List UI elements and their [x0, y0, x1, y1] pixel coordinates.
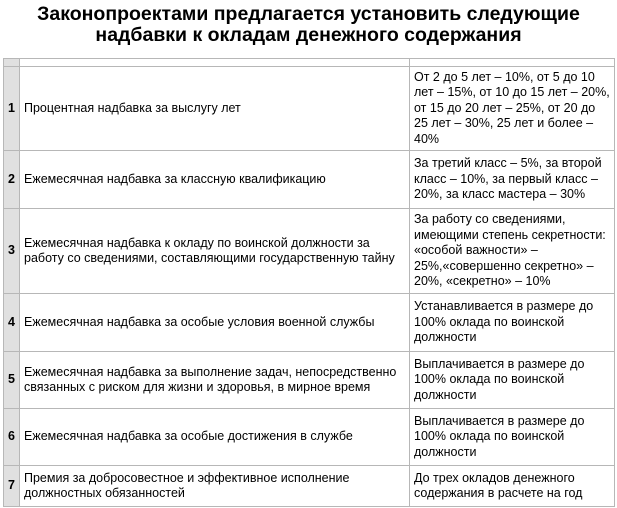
allowances-table — [3, 58, 615, 507]
allowance-name: Премия за добросовестное и эффективное исполнение должностных обязанностей — [20, 466, 410, 507]
row-number: 4 — [4, 294, 20, 352]
allowances-table-container — [3, 58, 615, 507]
allowance-name: Ежемесячная надбавка за классную квалификацию — [20, 151, 410, 209]
allowance-value: До трех окладов денежного содержания в расчете на год — [410, 466, 615, 507]
table-row — [4, 151, 615, 209]
header-cell-name — [20, 59, 410, 67]
table-row — [4, 352, 615, 409]
row-number: 7 — [4, 466, 20, 507]
table-header-row — [4, 59, 615, 67]
allowance-value: От 2 до 5 лет – 10%, от 5 до 10 лет – 15%, от 10 до 15 лет – 20%, от 15 до 20 лет – 25%, от 20 до 25 лет – 30%, 25 лет и более – 40% — [410, 67, 615, 151]
table-row — [4, 209, 615, 294]
row-number: 6 — [4, 409, 20, 466]
header-cell-number — [4, 59, 20, 67]
allowance-name: Ежемесячная надбавка за особые условия военной службы — [20, 294, 410, 352]
allowance-name: Ежемесячная надбавка к окладу по воинской должности за работу со сведениями, составляющими государственную тайну — [20, 209, 410, 294]
allowance-name: Процентная надбавка за выслугу лет — [20, 67, 410, 151]
allowance-value: За третий класс – 5%, за второй класс – 10%, за первый класс – 20%, за класс мастера – 30% — [410, 151, 615, 209]
row-number: 5 — [4, 352, 20, 409]
allowance-name: Ежемесячная надбавка за выполнение задач, непосредственно связанных с риском для жизни и здоровья, в мирное время — [20, 352, 410, 409]
table-row — [4, 67, 615, 151]
row-number: 2 — [4, 151, 20, 209]
row-number: 3 — [4, 209, 20, 294]
table-row — [4, 294, 615, 352]
table-row — [4, 409, 615, 466]
allowance-value: Выплачивается в размере до 100% оклада по воинской должности — [410, 352, 615, 409]
header-cell-value — [410, 59, 615, 67]
table-row — [4, 466, 615, 507]
allowance-value: Выплачивается в размере до 100% оклада по воинской должности — [410, 409, 615, 466]
allowance-name: Ежемесячная надбавка за особые достижения в службе — [20, 409, 410, 466]
allowance-value: За работу со сведениями, имеющими степень секретности: «особой важности» – 25%,«совершенно секретно» – 20%, «секретно» – 10% — [410, 209, 615, 294]
page-title: Законопроектами предлагается установить следующие надбавки к окладам денежного содержания — [37, 3, 580, 46]
row-number: 1 — [4, 67, 20, 151]
allowance-value: Устанавливается в размере до 100% оклада по воинской должности — [410, 294, 615, 352]
